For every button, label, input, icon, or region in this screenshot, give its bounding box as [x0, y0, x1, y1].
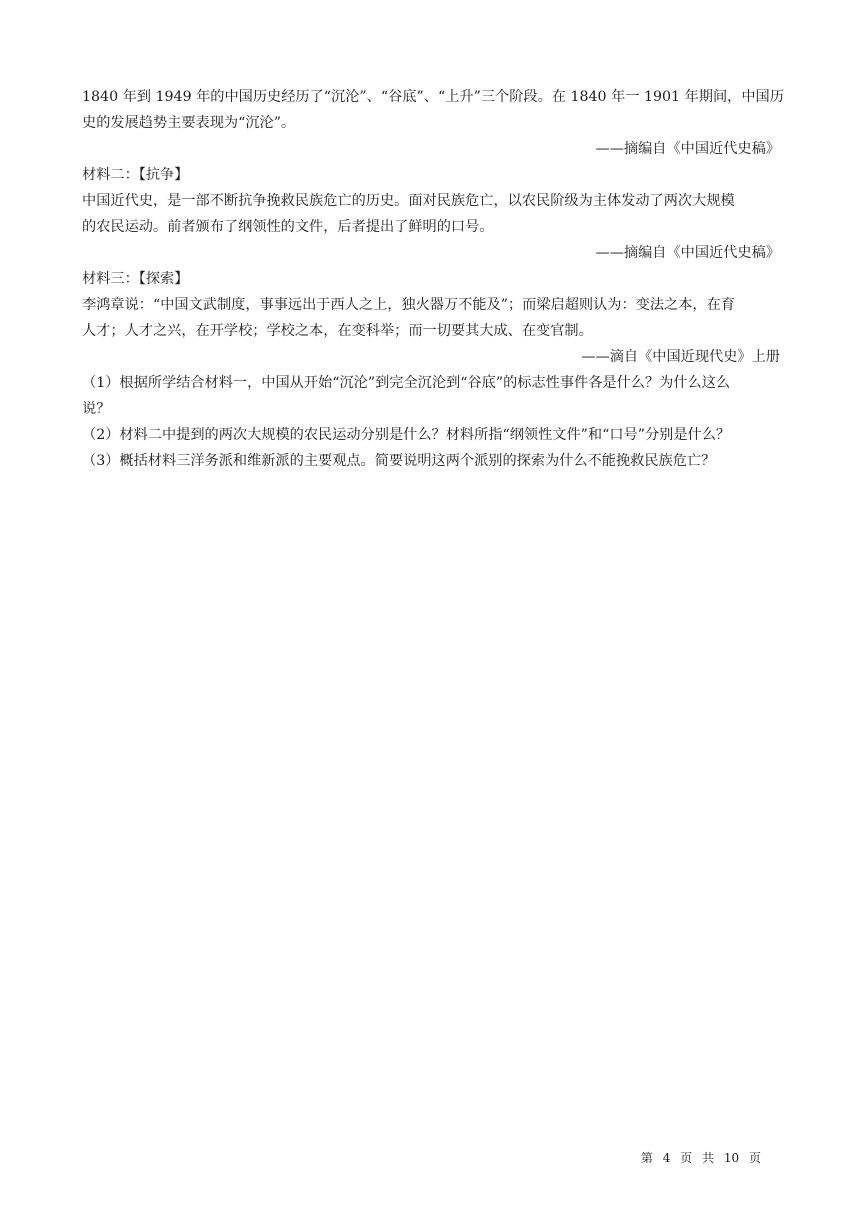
material2-source: ——摘编自《中国近代史稿》	[595, 245, 780, 261]
question-2: （2）材料二中提到的两次大规模的农民运动分别是什么？材料所指“纲领性文件”和“口号”分别是什么？	[82, 427, 731, 443]
material3-text-line2: 人才；人才之兴，在开学校；学校之本，在变科举；而一切要其大成、在变官制。	[82, 323, 593, 339]
material2-text-line1: 中国近代史，是一部不断抗争挽救民族危亡的历史。面对民族危亡，以农民阶级为主体发动了两次大规模	[82, 193, 735, 209]
footer-page-number: 4	[662, 1151, 671, 1165]
footer-ye: 页	[680, 1151, 693, 1165]
footer-ye-end: 页	[748, 1151, 761, 1165]
question-3: （3）概括材料三洋务派和维新派的主要观点。简要说明这两个派别的探索为什么不能挽救民族危亡？	[82, 453, 716, 469]
material2-text-line2: 的农民运动。前者颁布了纲领性的文件，后者提出了鲜明的口号。	[82, 219, 494, 235]
material2-heading: 材料二：【抗争】	[82, 167, 189, 183]
material3-source: ——滴自《中国近现代史》上册	[581, 349, 780, 365]
material1-text-line2: 史的发展趋势主要表现为“沉沦”。	[82, 115, 296, 131]
footer-gong: 共	[702, 1151, 715, 1165]
footer-di: 第	[640, 1151, 653, 1165]
material3-text-line1: 李鸿章说：“中国文武制度，事事远出于西人之上，独火器万不能及”；而梁启超则认为：变法之本，在育	[82, 297, 735, 313]
document-body	[82, 84, 784, 474]
material1-source: ——摘编自《中国近代史稿》	[595, 141, 780, 157]
question-1-line2: 说？	[82, 401, 111, 417]
footer-total-pages: 10	[723, 1151, 740, 1165]
page-footer	[0, 1150, 763, 1166]
question-1-line1: （1）根据所学结合材料一，中国从开始“沉沦”到完全沉沦到“谷底”的标志性事件各是什么？为什么这么	[82, 375, 731, 391]
material3-heading: 材料三：【探索】	[82, 271, 189, 287]
material1-text-line1: 1840 年到 1949 年的中国历史经历了“沉沦”、“谷底”、“上升”三个阶段。在 1840 年一 1901 年期间，中国历	[82, 89, 784, 105]
